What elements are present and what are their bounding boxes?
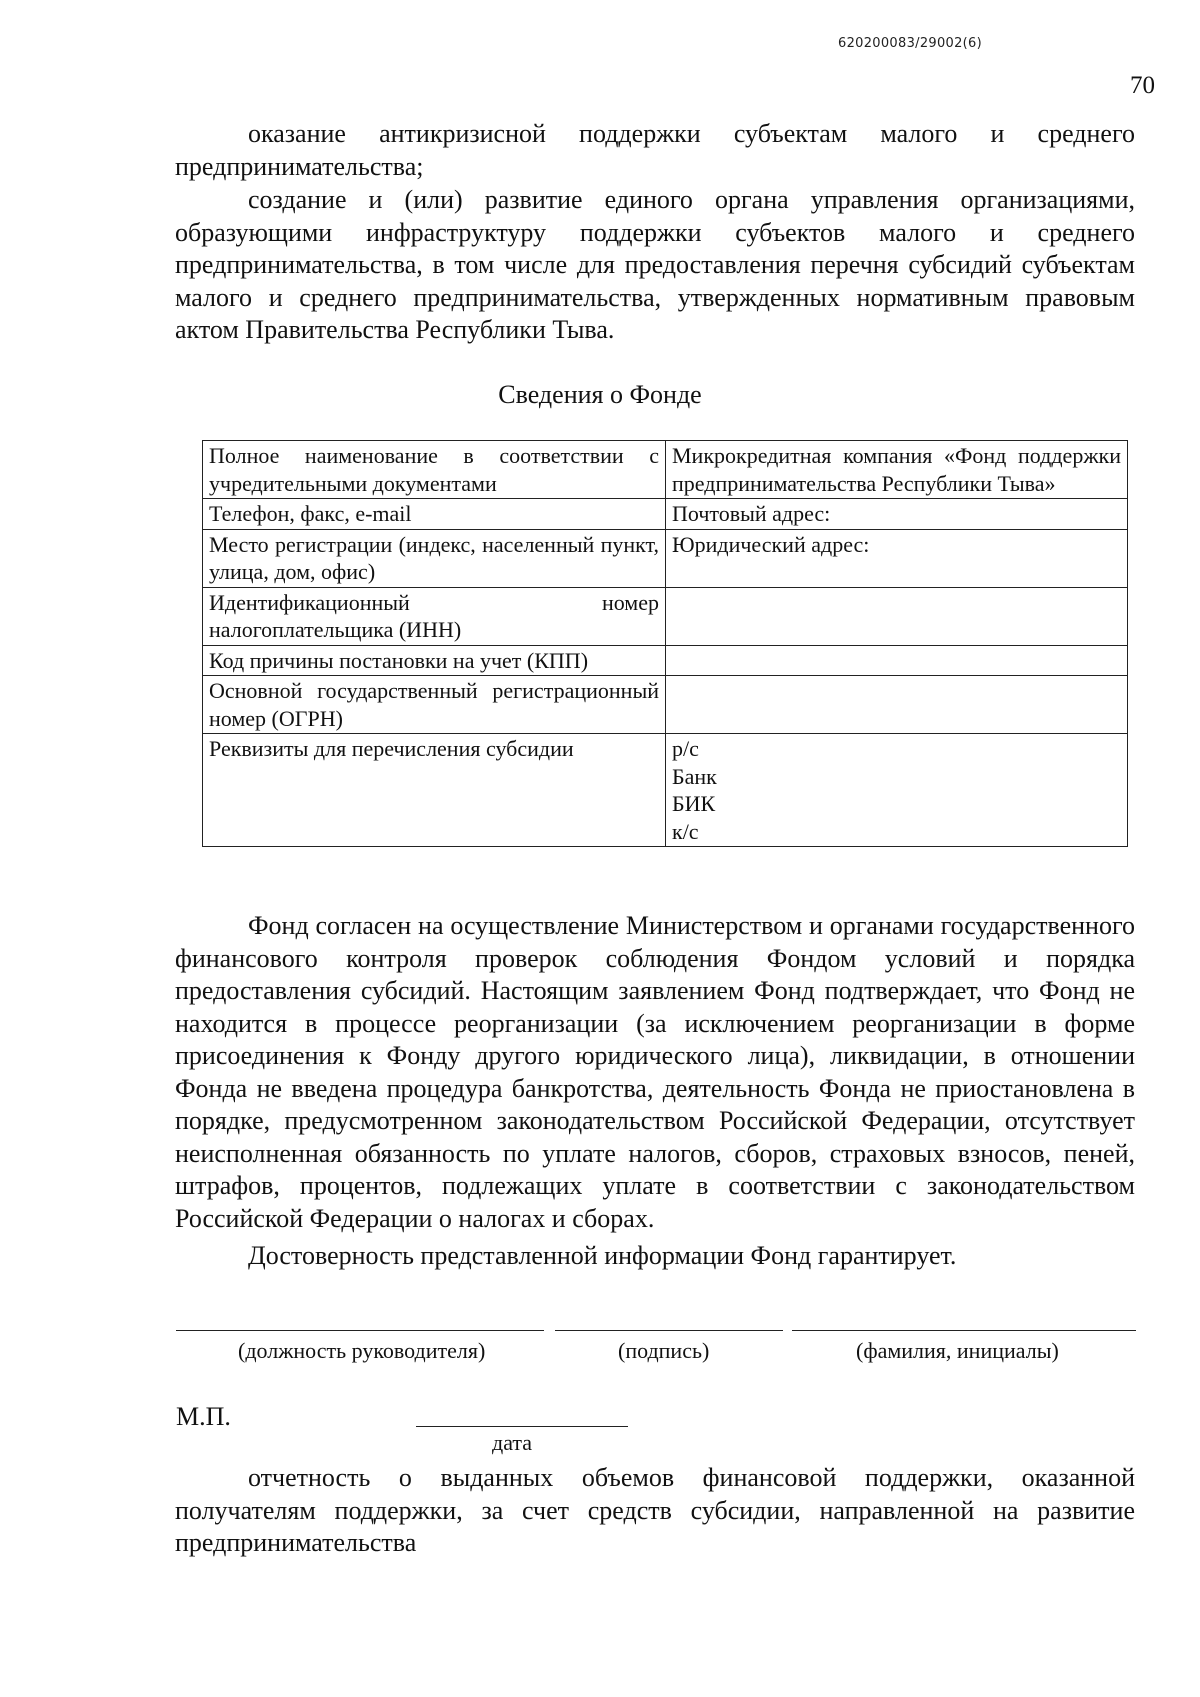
table-row — [203, 529, 1128, 587]
table-row — [203, 676, 1128, 734]
row-value-postal-address: Почтовый адрес: — [666, 499, 1128, 530]
paragraph-single-body — [175, 184, 1135, 347]
row-label-registration-place: Место регистрации (индекс, населенный пункт, улица, дом, офис) — [203, 529, 666, 587]
position-caption: (должность руководителя) — [238, 1338, 486, 1363]
position-signature-line — [176, 1330, 544, 1331]
paragraph-reporting — [175, 1462, 1135, 1560]
name-signature-line — [792, 1330, 1136, 1331]
row-label-kpp: Код причины постановки на учет (КПП) — [203, 645, 666, 676]
paragraph-text: отчетность о выданных объемов финансовой поддержки, оказанной получателям поддержки, за счет средств субсидии, направленной на развитие предпринимательства — [175, 1463, 1135, 1557]
stamp-label: М.П. — [176, 1402, 231, 1431]
page-number: 70 — [1130, 72, 1155, 99]
paragraph-text: создание и (или) развитие единого органа управления организациями, образующими инфраструктуру поддержки субъектов малого и среднего предпринимательства, в том числе для предоставления перечня субсидий субъектам малого и среднего предпринимательства, утвержденных нормативным правовым актом Правительства Республики Тыва. — [175, 185, 1135, 344]
table-row — [203, 645, 1128, 676]
paragraph-text: Фонд согласен на осуществление Министерством и органами государственного финансового контроля проверок соблюдения Фондом условий и порядка предоставления субсидий. Настоящим заявлением Фонд подтверждает, что Фонд не находится в процессе реорганизации (за исключением реорганизации в форме присоединения к Фонду другого юридического лица), ликвидации, в отношении Фонда не введена процедура банкротства, деятельность Фонда не приостановлена в порядке, предусмотренном законодательством Российской Федерации, отсутствует неисполненная обязанность по уплате налогов, сборов, страховых взносов, пеней, штрафов, процентов, подлежащих уплате в соответствии с законодательством Российской Федерации о налогах и сборах. — [175, 911, 1135, 1233]
paragraph-text: оказание антикризисной поддержки субъектам малого и среднего предпринимательства; — [175, 119, 1135, 181]
name-caption: (фамилия, инициалы) — [856, 1338, 1059, 1363]
row-label-ogrn: Основной государственный регистрационный номер (ОГРН) — [203, 676, 666, 734]
table-row — [203, 441, 1128, 499]
row-value-kpp — [666, 645, 1128, 676]
date-caption: дата — [492, 1430, 533, 1455]
table-row — [203, 587, 1128, 645]
table-row — [203, 734, 1128, 847]
row-label-bank-details: Реквизиты для перечисления субсидии — [203, 734, 666, 847]
row-value-ogrn — [666, 676, 1128, 734]
fund-info-table — [202, 440, 1128, 847]
row-value-bank-details — [666, 734, 1128, 847]
bik-label: БИК — [672, 791, 716, 816]
row-label-full-name: Полное наименование в соответствии с учредительными документами — [203, 441, 666, 499]
correspondent-account-label: к/с — [672, 818, 699, 844]
document-id: 620200083/29002(6) — [838, 36, 982, 51]
row-label-contacts: Телефон, факс, e-mail — [203, 499, 666, 530]
bank-name-label: Банк — [672, 763, 717, 789]
paragraph-guarantee — [175, 1240, 1135, 1273]
paragraph-text: Достоверность представленной информации Фонд гарантирует. — [248, 1241, 957, 1270]
date-line — [416, 1426, 628, 1427]
signature-caption: (подпись) — [618, 1338, 710, 1363]
paragraph-consent — [175, 910, 1135, 1235]
signature-line — [555, 1330, 783, 1331]
section-title: Сведения о Фонде — [498, 380, 702, 409]
row-value-full-name: Микрокредитная компания «Фонд поддержки предпринимательства Республики Тыва» — [666, 441, 1128, 499]
bank-account-label: р/с — [672, 736, 699, 761]
row-value-inn — [666, 587, 1128, 645]
row-value-legal-address: Юридический адрес: — [666, 529, 1128, 587]
paragraph-anticrisis — [175, 118, 1135, 183]
table-row — [203, 499, 1128, 530]
row-label-inn: Идентификационный номер налогоплательщика (ИНН) — [203, 587, 666, 645]
